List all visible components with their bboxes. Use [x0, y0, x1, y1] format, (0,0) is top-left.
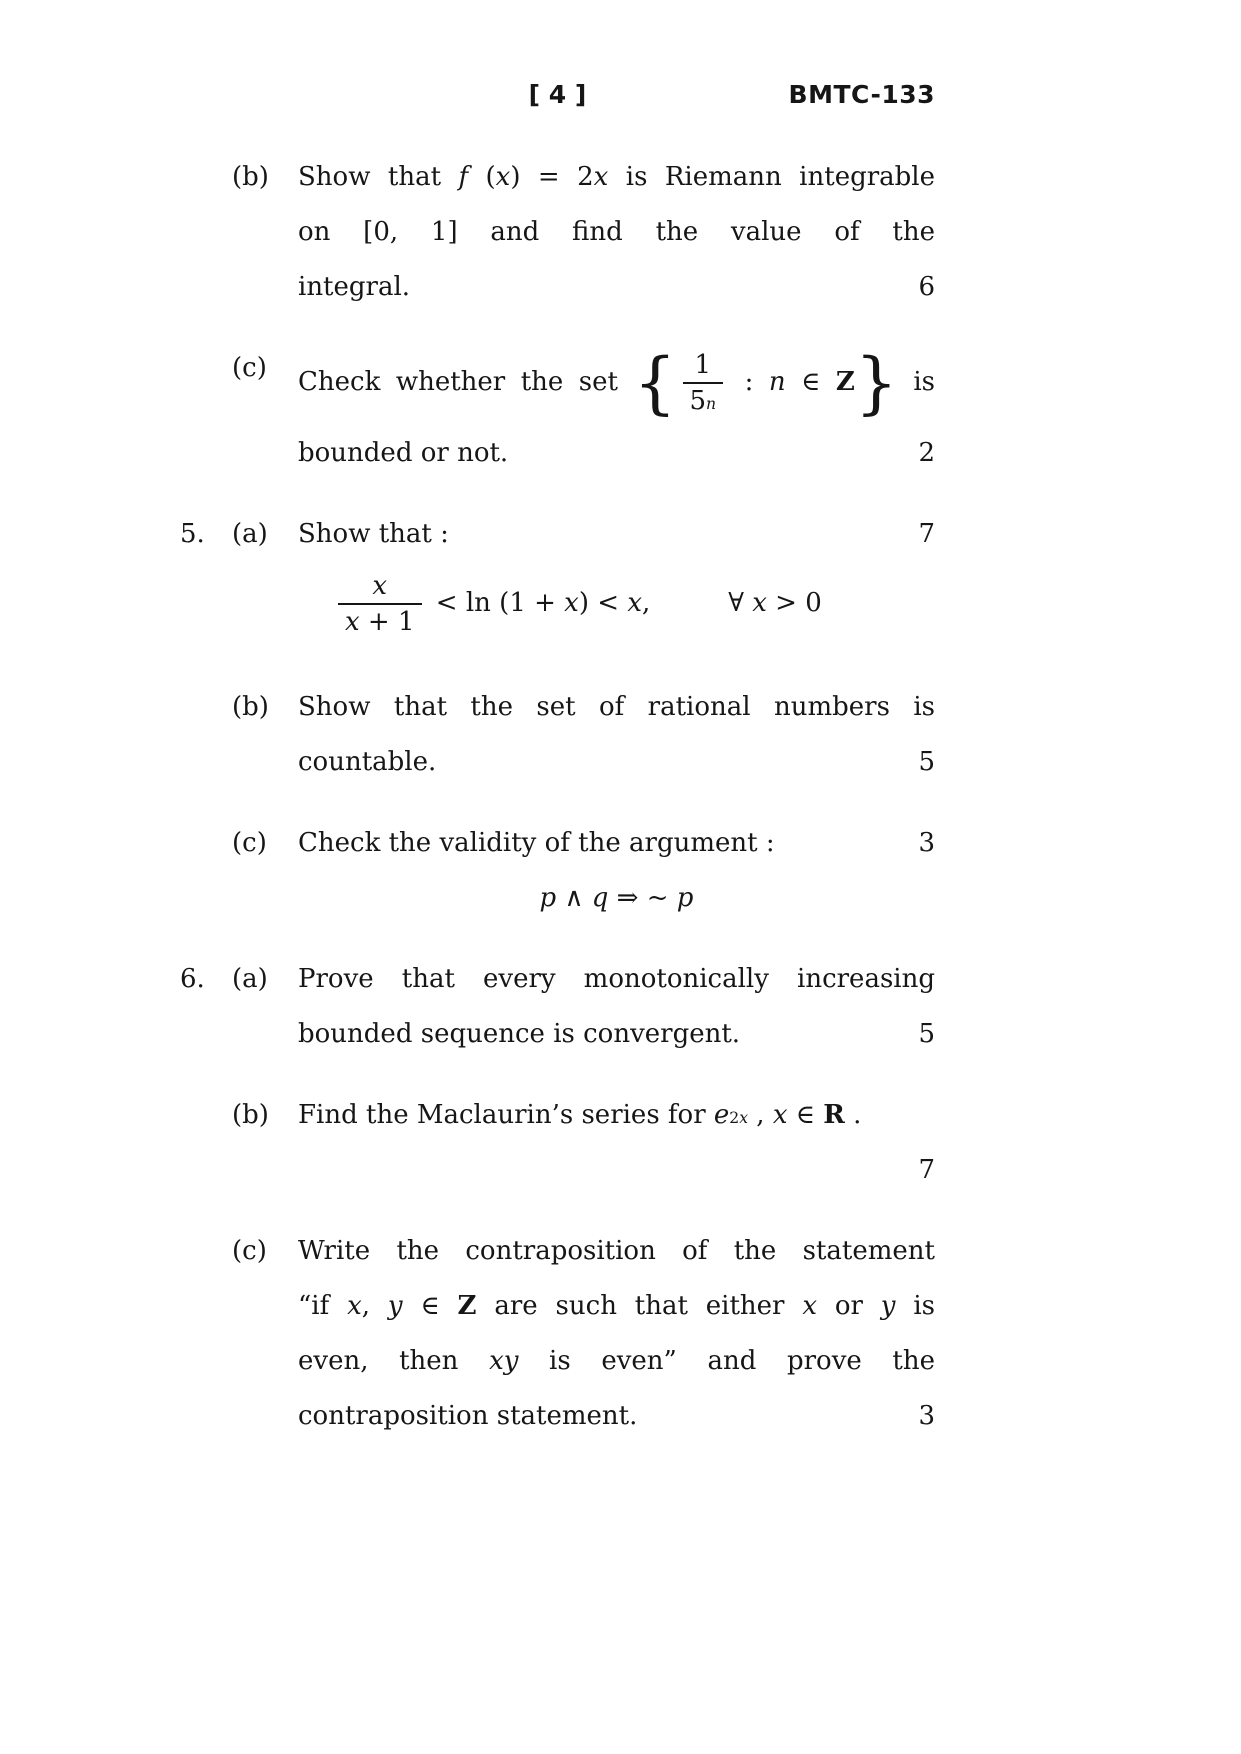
text-run: ( — [468, 162, 496, 192]
text-run: Prove that every monotonically increasing — [298, 964, 935, 995]
line-text — [298, 826, 900, 860]
text-run: countable. — [298, 747, 437, 778]
text-run: ) < — [578, 588, 628, 619]
text-run: { — [633, 343, 677, 423]
text-run: Write the contraposition of the statement — [298, 1236, 935, 1267]
question-line — [298, 690, 935, 724]
text-run: Z — [835, 367, 855, 398]
marks-value: 7 — [918, 1155, 935, 1186]
fraction-denominator — [338, 603, 422, 636]
text-run: is Riemann integrable — [608, 162, 935, 192]
question-line — [298, 1017, 935, 1051]
question-line — [298, 343, 935, 423]
question-line — [298, 1344, 935, 1378]
part-label: (a) — [232, 519, 268, 550]
line-text — [298, 160, 935, 194]
question-number: 5. — [180, 519, 205, 550]
text-run: p — [539, 883, 557, 914]
text-run: + 1 — [359, 607, 415, 638]
question-line — [298, 745, 935, 779]
text-run: is — [895, 1291, 936, 1322]
question-item — [180, 160, 935, 325]
line-text — [298, 1399, 900, 1433]
question-number — [180, 1098, 232, 1208]
text-run: ∈ — [787, 1100, 824, 1131]
text-run: x — [627, 588, 642, 619]
question-number: 6. — [180, 964, 205, 995]
question-line — [298, 436, 935, 470]
text-run: x — [564, 588, 579, 619]
line-text — [298, 270, 900, 304]
text-run: q — [591, 883, 609, 914]
question-content — [298, 690, 935, 800]
text-run: ∧ — [556, 883, 592, 914]
text-run: bounded or not. — [298, 438, 509, 469]
superscript — [706, 395, 716, 413]
question-line — [298, 517, 935, 551]
line-text — [298, 881, 935, 915]
question-line — [298, 881, 935, 915]
text-run: ) = 2 — [510, 162, 594, 192]
text-run — [650, 588, 728, 618]
question-content — [298, 343, 935, 491]
text-run: 2 — [729, 1109, 740, 1128]
marks-value: 2 — [918, 438, 935, 469]
marks-value: 3 — [918, 1401, 935, 1432]
part-label: (c) — [232, 1236, 267, 1267]
page-header — [180, 80, 935, 114]
text-run: contraposition statement. — [298, 1401, 638, 1432]
part-label: (c) — [232, 828, 267, 859]
question-line — [298, 160, 935, 194]
question-content — [298, 1098, 935, 1208]
text-run: x — [347, 1291, 362, 1322]
marks-value: 3 — [918, 828, 935, 859]
question-line — [298, 962, 935, 996]
line-text — [298, 1098, 935, 1132]
question-item — [180, 343, 935, 491]
question-content — [298, 517, 935, 664]
text-run: or — [817, 1291, 881, 1322]
question-number — [180, 351, 232, 491]
fraction-numerator — [365, 572, 394, 603]
fraction — [338, 572, 422, 636]
text-run: xy — [489, 1346, 519, 1377]
line-text — [298, 1289, 935, 1323]
text-run: Check whether the set — [298, 367, 634, 398]
question-item — [180, 1234, 935, 1454]
question-line — [298, 1098, 935, 1132]
question-line — [298, 1234, 935, 1268]
page-number: [ 4 ] — [528, 80, 587, 109]
text-run: even, then — [298, 1346, 490, 1377]
text-run: Check the validity of the argument : — [298, 828, 775, 859]
line-text — [298, 1234, 935, 1268]
part-label: (c) — [232, 353, 267, 383]
text-run: f — [458, 162, 469, 192]
line-text — [298, 745, 900, 779]
question-content — [298, 962, 935, 1072]
line-text — [298, 690, 935, 724]
line-text — [298, 1017, 900, 1051]
question-line — [298, 826, 935, 860]
question-number — [180, 1234, 232, 1454]
text-run: p — [676, 883, 694, 914]
question-line — [298, 270, 935, 304]
text-run: is even” and prove the — [518, 1346, 935, 1377]
text-run: Find the Maclaurin’s series for — [298, 1100, 714, 1131]
question-line — [298, 1153, 935, 1187]
question-content — [298, 160, 935, 325]
text-run: Show that the set of rational numbers is — [298, 692, 935, 723]
marks-value: 6 — [918, 272, 935, 302]
text-run: x — [495, 162, 511, 192]
text-run: 1 — [694, 350, 712, 380]
text-run: y — [880, 1291, 896, 1322]
text-run: n — [706, 395, 717, 414]
text-run: x — [345, 607, 360, 638]
paper-code: BMTC-133 — [788, 80, 935, 109]
question-list — [180, 160, 935, 1454]
question-line — [298, 572, 935, 636]
line-text — [298, 962, 935, 996]
line-text — [298, 215, 935, 249]
text-run: ∈ — [402, 1291, 458, 1322]
text-run: x — [739, 1109, 749, 1128]
text-run: Z — [457, 1291, 477, 1322]
marks-value: 7 — [918, 519, 935, 550]
question-number — [180, 160, 232, 325]
text-run: x — [593, 162, 609, 192]
superscript — [729, 1109, 748, 1127]
part-label: (b) — [232, 1100, 269, 1131]
fraction — [683, 351, 724, 415]
text-run: , — [361, 1291, 388, 1322]
question-content — [298, 826, 935, 936]
part-label: (b) — [232, 692, 269, 723]
text-run: } — [854, 343, 898, 423]
fraction-denominator — [683, 382, 724, 415]
question-line — [298, 215, 935, 249]
text-run: , — [641, 588, 651, 619]
text-run: Show that : — [298, 519, 449, 550]
question-item — [180, 1098, 935, 1208]
question-content — [298, 1234, 935, 1454]
marks-value: 5 — [918, 1019, 935, 1050]
text-run: ∀ — [728, 588, 753, 619]
text-run: , — [748, 1100, 773, 1131]
text-run: is — [897, 367, 935, 398]
question-line — [298, 1399, 935, 1433]
part-label: (a) — [232, 964, 268, 995]
text-run: 5 — [689, 386, 707, 417]
text-run: > 0 — [766, 588, 822, 619]
line-text — [298, 343, 935, 423]
text-run: on [0, 1] and find the value of the — [298, 217, 935, 247]
question-item — [180, 690, 935, 800]
question-line — [298, 1289, 935, 1323]
text-run: Show that — [298, 162, 459, 192]
line-text — [298, 517, 900, 551]
text-run: integral. — [298, 272, 411, 302]
question-item — [180, 517, 935, 664]
text-run: e — [713, 1100, 730, 1131]
line-text — [298, 572, 935, 636]
text-run: x — [752, 588, 767, 619]
line-text — [298, 1344, 935, 1378]
text-run: n — [768, 367, 786, 398]
text-run: ∈ — [785, 367, 836, 398]
question-number — [180, 690, 232, 800]
text-run: “if — [298, 1291, 348, 1322]
text-run: R — [823, 1100, 845, 1131]
part-label: (b) — [232, 162, 269, 192]
question-item — [180, 962, 935, 1072]
marks-value: 5 — [918, 747, 935, 778]
text-run: y — [387, 1291, 403, 1322]
question-item — [180, 826, 935, 936]
question-number — [180, 826, 232, 936]
text-run: x — [772, 1100, 788, 1131]
text-run: ⇒ ~ — [608, 883, 677, 914]
fraction-numerator — [688, 351, 719, 382]
text-run: x — [372, 571, 388, 602]
line-text — [298, 436, 900, 470]
text-run: bounded sequence is convergent. — [298, 1019, 741, 1050]
text-run: < ln (1 + — [427, 588, 565, 619]
text-run: . — [844, 1100, 862, 1131]
text-run: x — [802, 1291, 818, 1322]
text-run: are such that either — [476, 1291, 803, 1322]
text-run: : — [729, 367, 769, 398]
